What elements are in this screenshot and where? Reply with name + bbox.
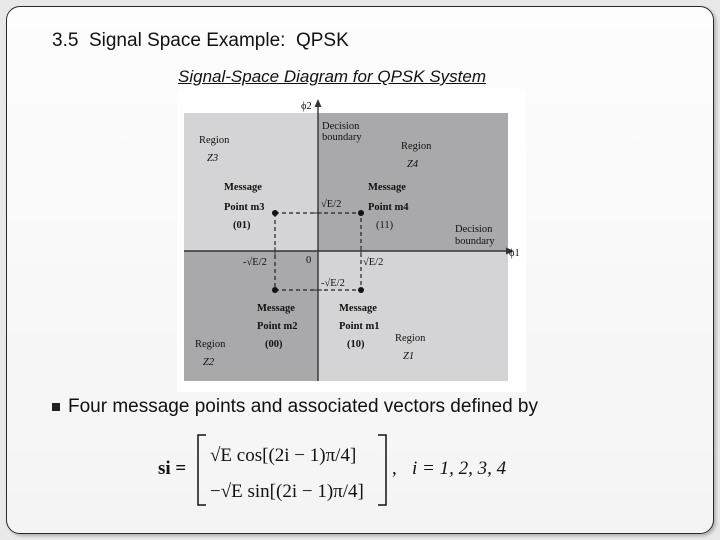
- region-z2-label: Region: [195, 339, 226, 350]
- phi1-label: ϕ1: [509, 248, 520, 259]
- left-bracket-icon: [198, 435, 206, 505]
- formula-lhs: si =: [158, 458, 187, 479]
- decision-boundary-horizontal-line2: boundary: [455, 236, 495, 247]
- message-point-m4: [358, 210, 364, 216]
- region-z4-name: Z4: [407, 159, 419, 170]
- message-point-m2: [272, 287, 278, 293]
- m3-message-label: Message: [224, 182, 262, 193]
- m4-bits-label: (11): [376, 220, 394, 231]
- region-z1-name: Z1: [403, 351, 415, 362]
- region-z3-name: Z3: [207, 153, 219, 164]
- decision-boundary-vertical-line2: boundary: [322, 132, 362, 143]
- message-point-m1: [358, 287, 364, 293]
- tick-label-pos-x: √E/2: [363, 257, 384, 268]
- region-z4-label: Region: [401, 141, 432, 152]
- formula-comma: ,: [392, 458, 397, 479]
- formula-index: i = 1, 2, 3, 4: [412, 458, 507, 479]
- m4-point-label: Point m4: [368, 202, 409, 213]
- square-bullet-icon: [52, 403, 60, 411]
- tick-label-pos-y: √E/2: [321, 199, 342, 210]
- region-z3-label: Region: [199, 135, 230, 146]
- tick-label-neg-y: -√E/2: [321, 278, 345, 289]
- right-bracket-icon: [378, 435, 386, 505]
- m2-message-label: Message: [257, 303, 295, 314]
- qpsk-signal-space-diagram: [177, 89, 526, 392]
- bullet-item: [52, 396, 538, 418]
- m3-bits-label: (01): [233, 220, 251, 231]
- decision-boundary-horizontal-line1: Decision: [455, 224, 493, 235]
- m4-message-label: Message: [368, 182, 406, 193]
- qpsk-vector-formula: [150, 425, 520, 511]
- m1-message-label: Message: [339, 303, 377, 314]
- formula-row2: −√E sin[(2i − 1)π/4]: [210, 481, 364, 502]
- m3-point-label: Point m3: [224, 202, 265, 213]
- bullet-text: Four message points and associated vectors defined by: [68, 396, 538, 417]
- figure-caption: Signal-Space Diagram for QPSK System: [178, 67, 487, 86]
- region-z2-name: Z2: [203, 357, 215, 368]
- tick-label-neg-x: -√E/2: [243, 257, 267, 268]
- origin-label: 0: [306, 255, 312, 266]
- region-z1-label: Region: [395, 333, 426, 344]
- slide-title: 3.5 Signal Space Example: QPSK: [52, 30, 349, 51]
- m2-bits-label: (00): [265, 339, 283, 350]
- m2-point-label: Point m2: [257, 321, 298, 332]
- formula-row1: √E cos[(2i − 1)π/4]: [210, 445, 357, 466]
- message-point-m3: [272, 210, 278, 216]
- phi2-label: ϕ2: [301, 101, 312, 112]
- decision-boundary-vertical-line1: Decision: [322, 121, 360, 132]
- m1-point-label: Point m1: [339, 321, 380, 332]
- m1-bits-label: (10): [347, 339, 365, 350]
